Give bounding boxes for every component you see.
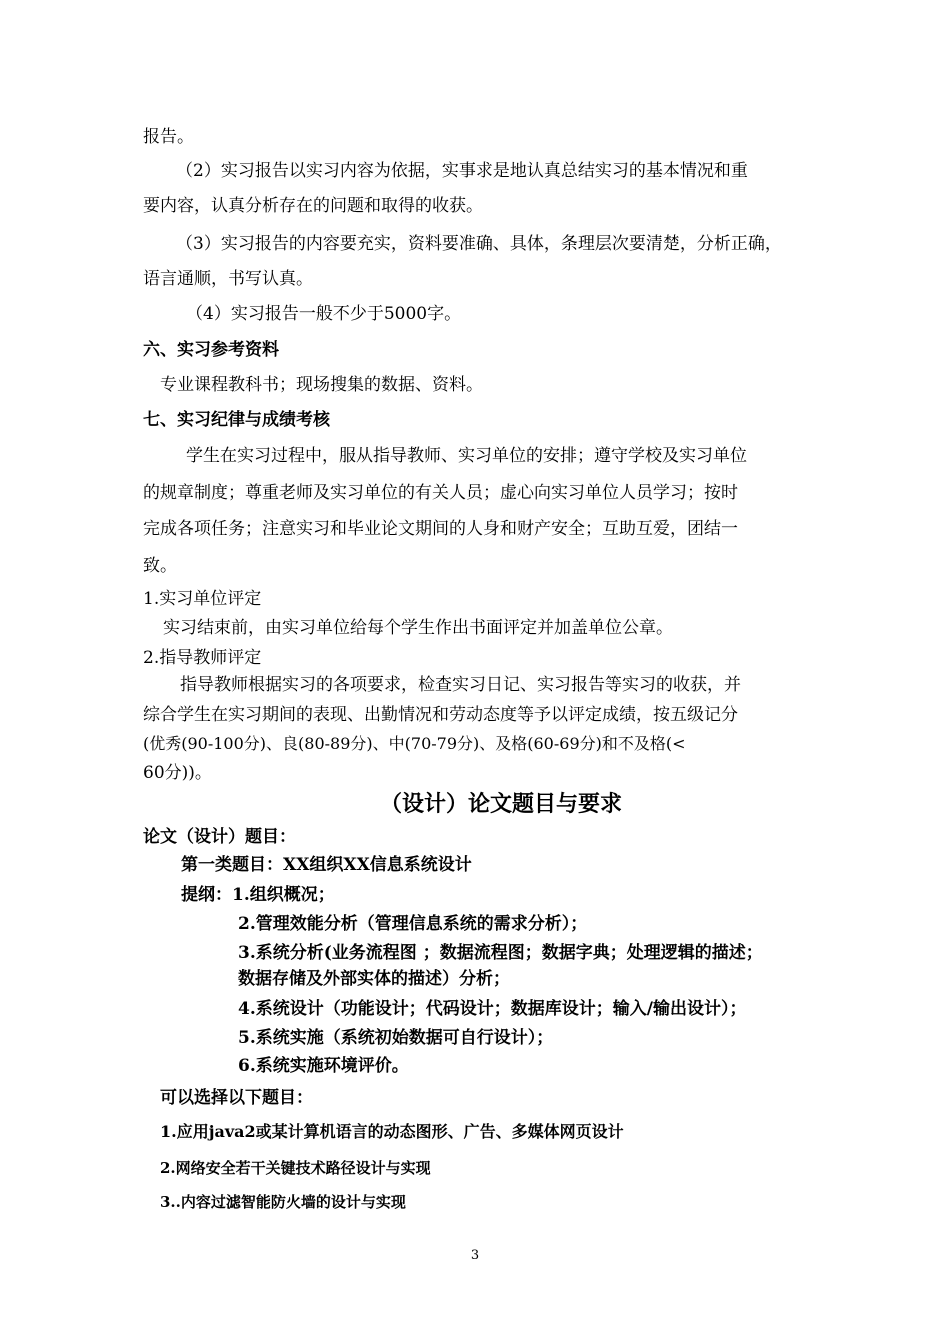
outline-item: 2.管理效能分析（管理信息系统的需求分析）； — [238, 914, 588, 934]
text-line: 的规章制度；尊重老师及实习单位的有关人员；虚心向实习单位人员学习；按时 — [143, 483, 738, 503]
text-line: （2）实习报告以实习内容为依据，实事求是地认真总结实习的基本情况和重 — [176, 161, 748, 181]
text-line: 语言通顺，书写认真。 — [143, 269, 313, 289]
outline-item: 4.系统设计（功能设计；代码设计；数据库设计；输入/输出设计）； — [238, 999, 747, 1019]
section-title: （设计）论文题目与要求 — [380, 791, 623, 817]
section-heading: 七、实习纪律与成绩考核 — [143, 410, 330, 430]
topic-item: 1.应用java2或某计算机语言的动态图形、广告、多媒体网页设计 — [160, 1122, 624, 1141]
text-line: 致。 — [143, 556, 177, 576]
outline-item: 6.系统实施环境评价。 — [238, 1056, 409, 1076]
subheading: 1.实习单位评定 — [143, 589, 262, 609]
outline-item: 提纲：1.组织概况； — [181, 885, 335, 905]
text-line: （3）实习报告的内容要充实，资料要准确、具体，条理层次要清楚，分析正确， — [176, 234, 782, 254]
text-line: 学生在实习过程中，服从指导教师、实习单位的安排；遵守学校及实习单位 — [186, 446, 747, 466]
text-line: （4）实习报告一般不少于5000字。 — [186, 304, 462, 324]
text-line: 综合学生在实习期间的表现、出勤情况和劳动态度等予以评定成绩，按五级记分 — [143, 705, 738, 725]
topic-category: 第一类题目：XX组织XX信息系统设计 — [181, 855, 472, 875]
thesis-topic-heading: 论文（设计）题目： — [143, 827, 296, 847]
section-heading: 六、实习参考资料 — [143, 340, 279, 360]
outline-item: 数据存储及外部实体的描述）分析； — [238, 969, 510, 989]
text-line: 实习结束前，由实习单位给每个学生作出书面评定并加盖单位公章。 — [163, 618, 673, 638]
subheading: 2.指导教师评定 — [143, 648, 262, 668]
text-line: 60分))。 — [143, 763, 212, 783]
text-line: 完成各项任务；注意实习和毕业论文期间的人身和财产安全；互助互爱，团结一 — [143, 519, 738, 539]
text-line: 报告。 — [143, 127, 194, 147]
topic-item: 3..内容过滤智能防火墙的设计与实现 — [160, 1193, 406, 1211]
topic-list-heading: 可以选择以下题目： — [160, 1088, 313, 1108]
text-line: 专业课程教科书；现场搜集的数据、资料。 — [160, 375, 483, 395]
text-line: 指导教师根据实习的各项要求，检查实习日记、实习报告等实习的收获，并 — [180, 675, 741, 695]
outline-item: 3.系统分析(业务流程图 ；数据流程图；数据字典；处理逻辑的描述； — [238, 943, 763, 963]
text-line: (优秀(90-100分)、良(80-89分)、中(70-79分)、及格(60-69分)和不及格(< — [143, 734, 686, 753]
page-number: 3 — [470, 1248, 480, 1263]
outline-item: 5.系统实施（系统初始数据可自行设计）； — [238, 1028, 554, 1048]
topic-item: 2.网络安全若干关键技术路径设计与实现 — [160, 1159, 431, 1177]
text-line: 要内容，认真分析存在的问题和取得的收获。 — [143, 196, 483, 216]
